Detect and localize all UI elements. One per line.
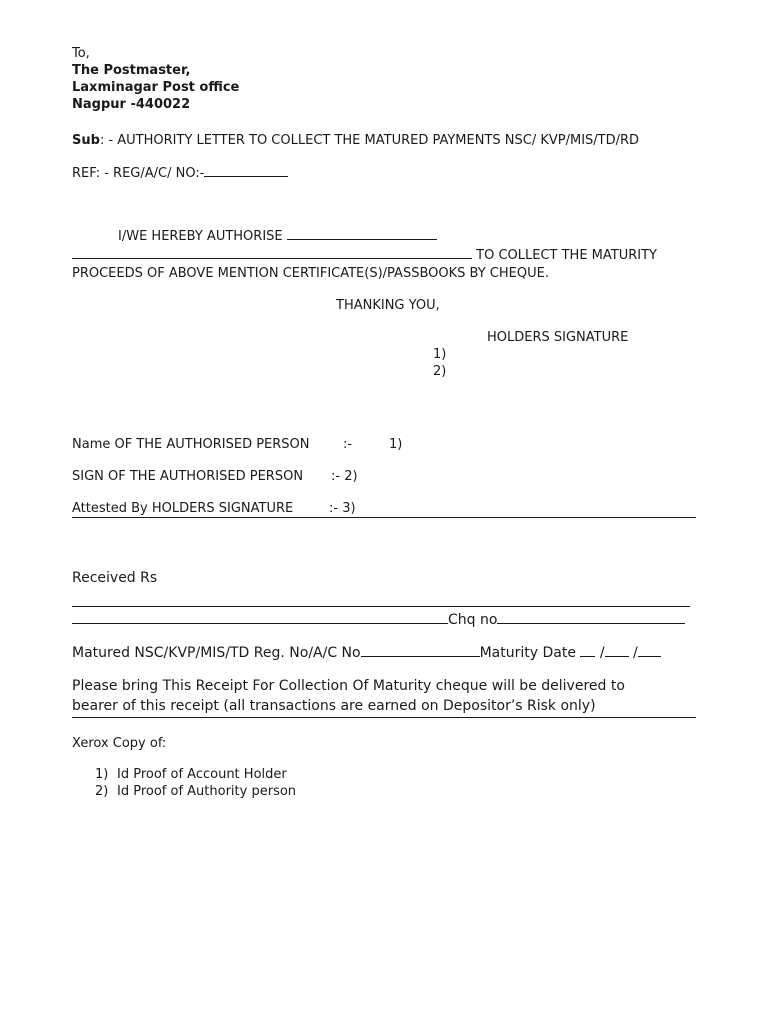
- ref-number-blank: [204, 165, 288, 177]
- address-line-2: Laxminagar Post office: [72, 80, 240, 95]
- xerox-item-num: 1): [95, 767, 109, 782]
- authorised-name-sep: :-: [343, 437, 353, 452]
- cheque-no-blank: [497, 610, 685, 624]
- holder-signature-1: 1): [433, 347, 447, 362]
- received-amount-blank: [72, 606, 690, 607]
- date-month-blank: [605, 643, 629, 657]
- date-day-blank: [580, 643, 595, 657]
- collect-line: [72, 247, 657, 264]
- authorised-name-label: Name OF THE AUTHORISED PERSON: [72, 437, 310, 452]
- receipt-note-line-1: Please bring This Receipt For Collection Of Maturity cheque will be delivered to: [72, 678, 625, 694]
- receipt-note-line-2: bearer of this receipt (all transactions are earned on Depositor’s Risk only): [72, 698, 596, 714]
- cheque-no-label: Chq no: [448, 612, 498, 628]
- xerox-item-text: Id Proof of Account Holder: [117, 767, 287, 782]
- authorised-name-blank-2: [72, 247, 472, 259]
- cheque-line: [72, 610, 685, 629]
- proceeds-line: PROCEEDS OF ABOVE MENTION CERTIFICATE(S)/PASSBOOKS BY CHEQUE.: [72, 266, 549, 281]
- address-line-1: The Postmaster,: [72, 63, 191, 78]
- authorise-text: I/WE HEREBY AUTHORISE: [118, 229, 283, 244]
- matured-label: Matured NSC/KVP/MIS/TD Reg. No/A/C No: [72, 645, 361, 661]
- address-to: To,: [72, 46, 90, 61]
- subject-label: Sub: [72, 133, 100, 148]
- collect-text: TO COLLECT THE MATURITY: [476, 248, 657, 263]
- authorised-name-num: 1): [389, 437, 403, 452]
- section-divider: [72, 517, 696, 518]
- authorised-name-blank: [287, 228, 437, 240]
- xerox-item-num: 2): [95, 784, 109, 799]
- xerox-heading: Xerox Copy of:: [72, 736, 167, 751]
- maturity-date-label: Maturity Date: [479, 645, 576, 661]
- address-line-3: Nagpur -440022: [72, 97, 191, 112]
- date-sep-1: /: [599, 645, 605, 661]
- holder-signature-2: 2): [433, 364, 447, 379]
- attested-label: Attested By HOLDERS SIGNATURE: [72, 501, 294, 516]
- date-year-blank: [638, 643, 661, 657]
- authorised-sign-sep: :- 2): [331, 469, 358, 484]
- thanking-you: THANKING YOU,: [336, 298, 440, 313]
- received-rs-label: Received Rs: [72, 570, 158, 586]
- holders-signature-label: HOLDERS SIGNATURE: [487, 330, 629, 345]
- receipt-divider: [72, 717, 696, 718]
- xerox-item-text: Id Proof of Authority person: [117, 784, 297, 799]
- date-sep-2: /: [633, 645, 638, 661]
- matured-line: [72, 643, 661, 662]
- ref-line: [72, 165, 288, 182]
- authorised-sign-label: SIGN OF THE AUTHORISED PERSON: [72, 469, 304, 484]
- ref-label: REF: - REG/A/C/ NO:-: [72, 166, 205, 181]
- reg-no-blank: [361, 643, 480, 657]
- attested-sep: :- 3): [329, 501, 356, 516]
- amount-words-blank: [72, 610, 448, 624]
- authorise-line: [118, 228, 437, 245]
- subject-text: : - AUTHORITY LETTER TO COLLECT THE MATURED PAYMENTS NSC/ KVP/MIS/TD/RD: [99, 133, 640, 148]
- subject-line: [72, 133, 639, 149]
